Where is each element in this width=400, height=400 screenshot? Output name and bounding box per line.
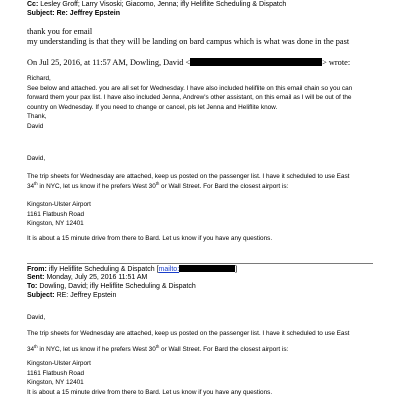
cc-line	[27, 1, 286, 9]
greeting: David,	[27, 314, 46, 321]
heliflite-greeting	[27, 154, 45, 164]
sent-label: Sent:	[27, 274, 45, 281]
reply-line: thank you for email	[27, 27, 93, 36]
to-line	[27, 283, 196, 291]
redacted-email	[179, 265, 238, 273]
closing: Thank,	[27, 113, 47, 121]
message-line: See below and attached. you are all set for Wednesday. I have also included heliflite on this email chain so you can	[27, 84, 353, 92]
subject-line	[27, 10, 120, 18]
subject-label: Subject:	[27, 292, 55, 299]
sent-value: Monday, July 25, 2016 11:51 AM	[46, 274, 148, 281]
greeting: Richard,	[27, 75, 51, 82]
quote-intro-wrote: > wrote:	[322, 58, 351, 67]
subject-value: Re: Jeffrey Epstein	[56, 10, 120, 17]
message-line: The trip sheets for Wednesday are attached, keep us posted on the passenger list. I have it scheduled to use East	[27, 330, 350, 337]
quote-intro	[27, 58, 350, 68]
mailto-link[interactable]: mailto:	[158, 266, 180, 273]
redacted-email	[190, 58, 322, 66]
from-line	[27, 265, 237, 274]
quote-intro-text: On Jul 25, 2016, at 11:57 AM, Dowling, David <	[27, 58, 191, 67]
david-message	[27, 74, 352, 132]
message-line: 34th in NYC, let us know if he prefers West 30th or Wall Street. For Bard the closest airport is:	[27, 343, 289, 353]
greeting: David,	[27, 155, 46, 162]
airport-street: 1161 Flatbush Road	[27, 369, 85, 377]
airport-name: Kingston-Ulster Airport	[27, 201, 91, 208]
drive-note	[27, 234, 272, 244]
to-label: To:	[27, 283, 38, 290]
signature: David	[27, 122, 44, 130]
message-line: country on Wednesday. If you need to change or cancel, pls let Jenna and Heliflite know.	[27, 103, 278, 111]
from-label: From:	[27, 266, 47, 273]
message-line: It is about a 15 minute drive from there to Bard. Let us know if you have any questions.	[27, 389, 273, 396]
fwd-subject-line	[27, 292, 116, 300]
from-value: ifly Heliflite Scheduling & Dispatch [	[48, 266, 159, 273]
heliflite-trip-text	[27, 172, 349, 191]
drive-note-2	[27, 388, 272, 398]
sent-line	[27, 274, 147, 282]
message-line: The trip sheets for Wednesday are attached, keep us posted on the passenger list. I have it scheduled to use East	[27, 173, 350, 180]
airport-address	[27, 200, 91, 229]
message-line: 34th in NYC, let us know if he prefers West 30th or Wall Street. For Bard the closest airport is:	[27, 180, 289, 190]
airport-city: Kingston, NY 12401	[27, 220, 84, 228]
subject-label: Subject:	[27, 10, 55, 17]
to-value: Dowling, David; ifly Heliflite Scheduling & Dispatch	[39, 283, 196, 290]
cc-value: Lesley Groff; Larry Visoski; Giacomo, Jenna; ifly Heliflite Scheduling & Dispatch	[40, 1, 287, 8]
airport-street: 1161 Flatbush Road	[27, 210, 85, 218]
header-separator	[27, 263, 373, 264]
message-line: It is about a 15 minute drive from there to Bard. Let us know if you have any questions.	[27, 235, 273, 242]
reply-body	[27, 27, 349, 47]
airport-city: Kingston, NY 12401	[27, 379, 84, 387]
cc-label: Cc:	[27, 1, 39, 8]
message-line: forward them your pax list. I have also included Jenna, Andrew's other assistant, on this email as I will be out of the	[27, 94, 352, 102]
from-close: ]	[235, 266, 238, 273]
airport-address-2	[27, 359, 91, 388]
heliflite-trip-text-2	[27, 329, 349, 354]
subject-value: RE: Jeffrey Epstein	[56, 292, 117, 299]
airport-name: Kingston-Ulster Airport	[27, 360, 91, 367]
reply-line: my understanding is that they will be landing on bard campus which is what was done in the past	[27, 37, 350, 46]
heliflite-greeting-2	[27, 313, 45, 323]
